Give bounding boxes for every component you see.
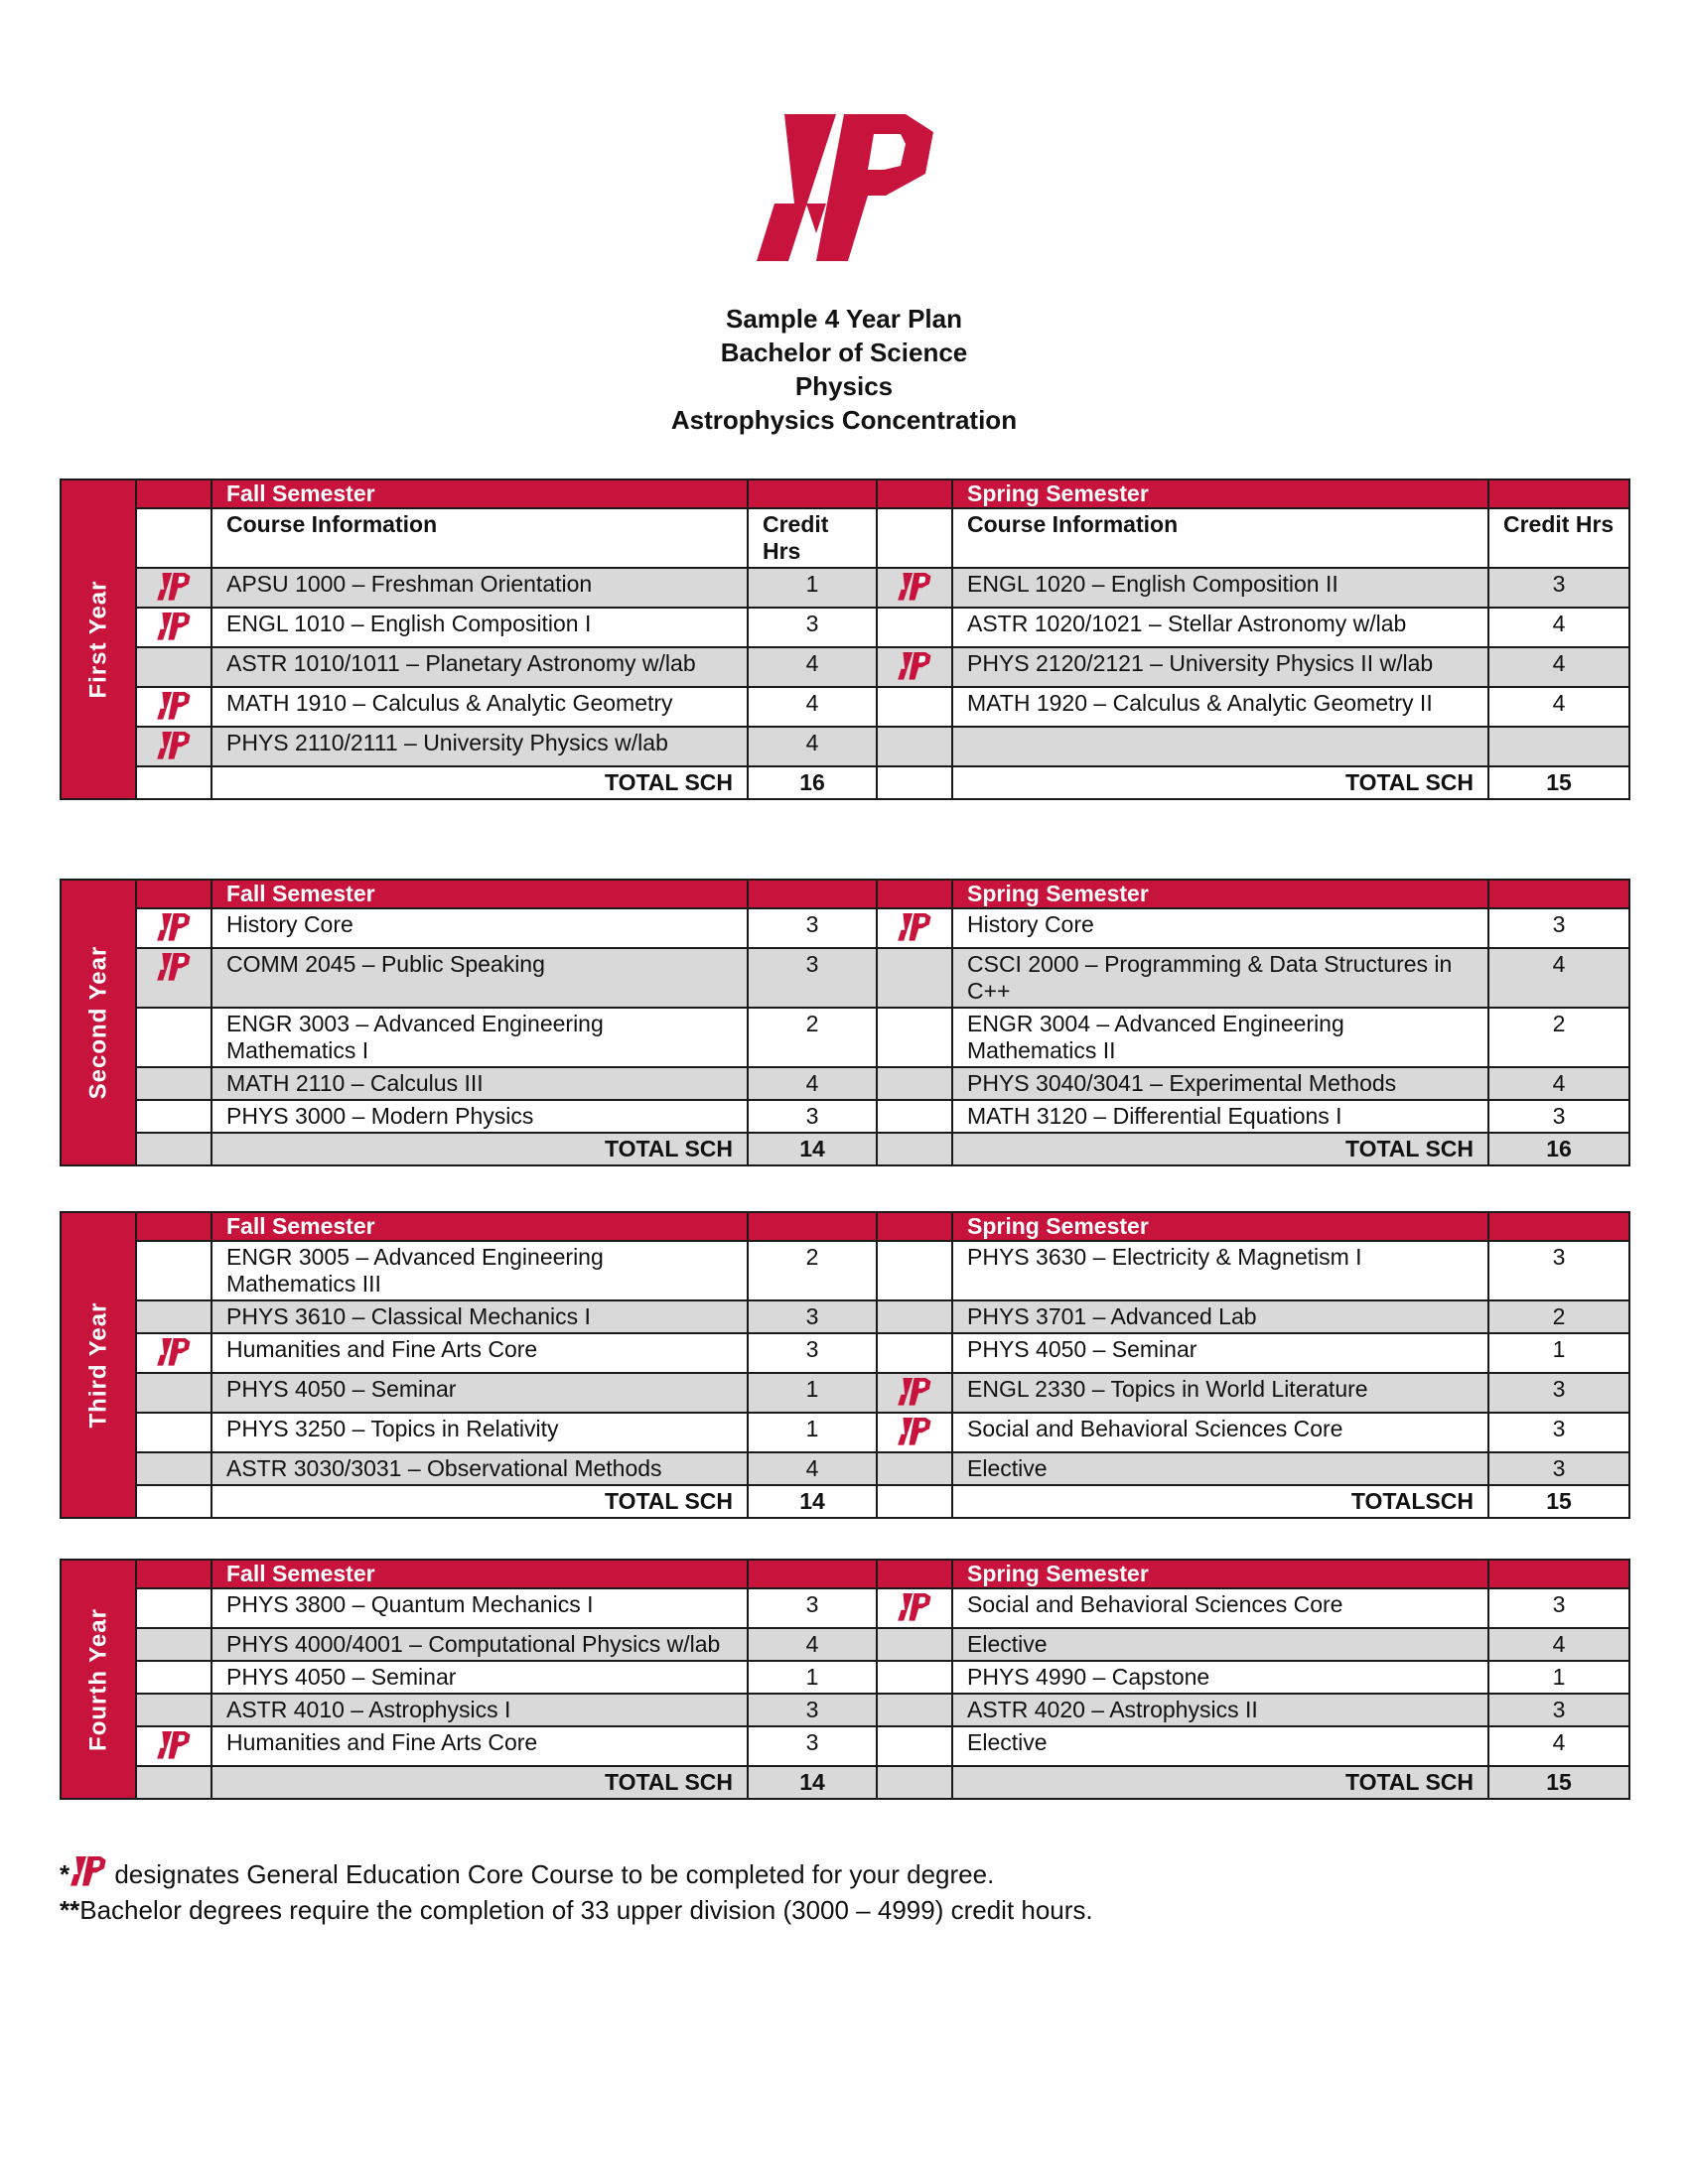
spring-credit: 3 — [1488, 1588, 1629, 1628]
spring-course: History Core — [952, 908, 1488, 948]
table-row — [61, 948, 1629, 1008]
spring-course: PHYS 4050 – Seminar — [952, 1333, 1488, 1373]
fall-total: 14 — [748, 1766, 877, 1799]
fall-total-label: TOTAL SCH — [211, 1133, 748, 1165]
table-row — [61, 1628, 1629, 1661]
table-row — [61, 1008, 1629, 1067]
spring-course: PHYS 4990 – Capstone — [952, 1661, 1488, 1694]
footnote-2: **Bachelor degrees require the completion of 33 upper division (3000 – 4999) credit hours. — [60, 1895, 1093, 1925]
table-row — [61, 1694, 1629, 1726]
spring-total: 15 — [1488, 766, 1629, 799]
fall-course: PHYS 2110/2111 – University Physics w/lab — [211, 727, 748, 766]
ap-core-icon — [898, 1378, 931, 1406]
total-row — [61, 766, 1629, 799]
spring-semester-header: Spring Semester — [952, 1560, 1488, 1588]
spring-credit: 4 — [1488, 948, 1629, 1008]
year-table-1 — [60, 478, 1630, 800]
spring-course: ASTR 4020 – Astrophysics II — [952, 1694, 1488, 1726]
fall-total-label: TOTAL SCH — [211, 1485, 748, 1518]
spring-course: Elective — [952, 1628, 1488, 1661]
total-row — [61, 1485, 1629, 1518]
spring-credit: 3 — [1488, 1452, 1629, 1485]
fall-course: PHYS 4050 – Seminar — [211, 1661, 748, 1694]
table-row — [61, 1661, 1629, 1694]
table-row — [61, 1241, 1629, 1300]
ap-core-icon — [898, 1593, 931, 1621]
fall-credit: 3 — [748, 1100, 877, 1133]
fall-course: PHYS 3000 – Modern Physics — [211, 1100, 748, 1133]
fall-credit: 1 — [748, 1373, 877, 1413]
fall-course: ASTR 1010/1011 – Planetary Astronomy w/lab — [211, 647, 748, 687]
spring-course: PHYS 3630 – Electricity & Magnetism I — [952, 1241, 1488, 1300]
fall-credit: 4 — [748, 1452, 877, 1485]
fall-total: 14 — [748, 1485, 877, 1518]
spring-credit: 1 — [1488, 1333, 1629, 1373]
spring-course — [952, 727, 1488, 766]
credit-hrs-header: Credit Hrs — [748, 508, 877, 568]
table-row — [61, 1588, 1629, 1628]
spring-credit: 3 — [1488, 568, 1629, 608]
spring-course: ASTR 1020/1021 – Stellar Astronomy w/lab — [952, 608, 1488, 647]
footnotes — [60, 1856, 1093, 1928]
spring-course: PHYS 2120/2121 – University Physics II w/lab — [952, 647, 1488, 687]
ap-core-icon — [157, 732, 191, 759]
fall-credit: 2 — [748, 1241, 877, 1300]
fall-course: MATH 2110 – Calculus III — [211, 1067, 748, 1100]
table-row — [61, 647, 1629, 687]
table-row — [61, 1300, 1629, 1333]
ap-core-icon — [898, 652, 931, 680]
spring-semester-header: Spring Semester — [952, 479, 1488, 508]
fall-course: MATH 1910 – Calculus & Analytic Geometry — [211, 687, 748, 727]
fall-course: COMM 2045 – Public Speaking — [211, 948, 748, 1008]
spring-course: Social and Behavioral Sciences Core — [952, 1413, 1488, 1452]
table-row — [61, 1726, 1629, 1766]
spring-credit: 3 — [1488, 908, 1629, 948]
fall-semester-header: Fall Semester — [211, 1560, 748, 1588]
fall-credit: 3 — [748, 1588, 877, 1628]
spring-credit: 1 — [1488, 1661, 1629, 1694]
fall-course: ASTR 4010 – Astrophysics I — [211, 1694, 748, 1726]
spring-total-label: TOTAL SCH — [952, 1133, 1488, 1165]
fall-credit: 1 — [748, 1413, 877, 1452]
year-label: Second Year — [61, 880, 136, 1165]
title-line-4: Astrophysics Concentration — [670, 405, 1018, 435]
spring-credit: 2 — [1488, 1300, 1629, 1333]
fall-course: ENGR 3005 – Advanced Engineering Mathematics III — [211, 1241, 748, 1300]
fall-credit: 4 — [748, 647, 877, 687]
spring-credit: 3 — [1488, 1100, 1629, 1133]
fall-credit: 3 — [748, 908, 877, 948]
ap-core-icon — [898, 573, 931, 601]
course-info-header: Course Information — [952, 508, 1488, 568]
fall-course: PHYS 4000/4001 – Computational Physics w/lab — [211, 1628, 748, 1661]
spring-total: 15 — [1488, 1485, 1629, 1518]
table-row — [61, 1333, 1629, 1373]
spring-credit: 3 — [1488, 1694, 1629, 1726]
ap-core-icon — [157, 953, 191, 981]
fall-total: 14 — [748, 1133, 877, 1165]
table-row — [61, 1413, 1629, 1452]
fall-credit: 1 — [748, 1661, 877, 1694]
spring-course: ENGR 3004 – Advanced Engineering Mathematics II — [952, 1008, 1488, 1067]
fall-total-label: TOTAL SCH — [211, 766, 748, 799]
year-table-2 — [60, 879, 1630, 1166]
total-row — [61, 1133, 1629, 1165]
year-label: Fourth Year — [61, 1560, 136, 1799]
ap-core-icon — [157, 1338, 191, 1366]
spring-credit: 4 — [1488, 1726, 1629, 1766]
ap-core-icon — [70, 1856, 107, 1886]
table-row — [61, 1452, 1629, 1485]
spring-credit: 3 — [1488, 1241, 1629, 1300]
table-row — [61, 727, 1629, 766]
fall-total-label: TOTAL SCH — [211, 1766, 748, 1799]
fall-course: PHYS 3800 – Quantum Mechanics I — [211, 1588, 748, 1628]
fall-course: Humanities and Fine Arts Core — [211, 1333, 748, 1373]
credit-hrs-header: Credit Hrs — [1488, 508, 1629, 568]
spring-total-label: TOTALSCH — [952, 1485, 1488, 1518]
spring-semester-header: Spring Semester — [952, 880, 1488, 908]
fall-course: PHYS 4050 – Seminar — [211, 1373, 748, 1413]
table-row — [61, 687, 1629, 727]
fall-credit: 3 — [748, 1300, 877, 1333]
spring-semester-header: Spring Semester — [952, 1212, 1488, 1241]
spring-total: 16 — [1488, 1133, 1629, 1165]
ap-core-icon — [898, 913, 931, 941]
spring-course: PHYS 3040/3041 – Experimental Methods — [952, 1067, 1488, 1100]
fall-total: 16 — [748, 766, 877, 799]
spring-total-label: TOTAL SCH — [952, 1766, 1488, 1799]
spring-credit: 3 — [1488, 1413, 1629, 1452]
plan-title — [0, 302, 1688, 437]
table-row — [61, 608, 1629, 647]
year-label: Third Year — [61, 1212, 136, 1518]
ap-core-icon — [157, 1731, 191, 1759]
year-table-3 — [60, 1211, 1630, 1519]
course-info-header: Course Information — [211, 508, 748, 568]
fall-credit: 4 — [748, 1067, 877, 1100]
year-label: First Year — [61, 479, 136, 799]
spring-credit: 4 — [1488, 647, 1629, 687]
fall-semester-header: Fall Semester — [211, 880, 748, 908]
spring-credit: 4 — [1488, 608, 1629, 647]
spring-course: ENGL 2330 – Topics in World Literature — [952, 1373, 1488, 1413]
spring-credit: 2 — [1488, 1008, 1629, 1067]
ap-core-icon — [157, 613, 191, 640]
fall-course: ENGL 1010 – English Composition I — [211, 608, 748, 647]
fall-semester-header: Fall Semester — [211, 479, 748, 508]
fall-credit: 3 — [748, 608, 877, 647]
spring-course: MATH 1920 – Calculus & Analytic Geometry II — [952, 687, 1488, 727]
spring-credit: 3 — [1488, 1373, 1629, 1413]
fall-course: ENGR 3003 – Advanced Engineering Mathematics I — [211, 1008, 748, 1067]
fall-credit: 4 — [748, 687, 877, 727]
spring-credit: 4 — [1488, 1067, 1629, 1100]
fall-course: Humanities and Fine Arts Core — [211, 1726, 748, 1766]
fall-semester-header: Fall Semester — [211, 1212, 748, 1241]
spring-total-label: TOTAL SCH — [952, 766, 1488, 799]
fall-course: History Core — [211, 908, 748, 948]
fall-course: APSU 1000 – Freshman Orientation — [211, 568, 748, 608]
spring-total: 15 — [1488, 1766, 1629, 1799]
title-line-3: Physics — [794, 371, 894, 401]
table-row — [61, 908, 1629, 948]
spring-course: CSCI 2000 – Programming & Data Structures in C++ — [952, 948, 1488, 1008]
ap-core-icon — [898, 1418, 931, 1445]
year-table-4 — [60, 1559, 1630, 1800]
spring-course: PHYS 3701 – Advanced Lab — [952, 1300, 1488, 1333]
total-row — [61, 1766, 1629, 1799]
title-line-2: Bachelor of Science — [720, 338, 968, 367]
spring-credit — [1488, 727, 1629, 766]
table-row — [61, 1067, 1629, 1100]
footnote-1: * designates General Education Core Course to be completed for your degree. — [60, 1856, 1093, 1892]
fall-course: PHYS 3250 – Topics in Relativity — [211, 1413, 748, 1452]
fall-credit: 3 — [748, 1333, 877, 1373]
fall-credit: 4 — [748, 727, 877, 766]
fall-credit: 3 — [748, 1726, 877, 1766]
fall-credit: 1 — [748, 568, 877, 608]
fall-course: PHYS 3610 – Classical Mechanics I — [211, 1300, 748, 1333]
fall-credit: 4 — [748, 1628, 877, 1661]
spring-course: MATH 3120 – Differential Equations I — [952, 1100, 1488, 1133]
spring-credit: 4 — [1488, 687, 1629, 727]
spring-course: Elective — [952, 1726, 1488, 1766]
title-line-1: Sample 4 Year Plan — [726, 304, 962, 334]
spring-course: Social and Behavioral Sciences Core — [952, 1588, 1488, 1628]
apsu-logo — [757, 114, 935, 263]
table-row — [61, 1100, 1629, 1133]
ap-core-icon — [157, 692, 191, 720]
fall-credit: 2 — [748, 1008, 877, 1067]
spring-course: ENGL 1020 – English Composition II — [952, 568, 1488, 608]
table-row — [61, 1373, 1629, 1413]
spring-credit: 4 — [1488, 1628, 1629, 1661]
table-row — [61, 568, 1629, 608]
ap-core-icon — [157, 573, 191, 601]
spring-course: Elective — [952, 1452, 1488, 1485]
fall-credit: 3 — [748, 948, 877, 1008]
fall-course: ASTR 3030/3031 – Observational Methods — [211, 1452, 748, 1485]
fall-credit: 3 — [748, 1694, 877, 1726]
ap-core-icon — [157, 913, 191, 941]
